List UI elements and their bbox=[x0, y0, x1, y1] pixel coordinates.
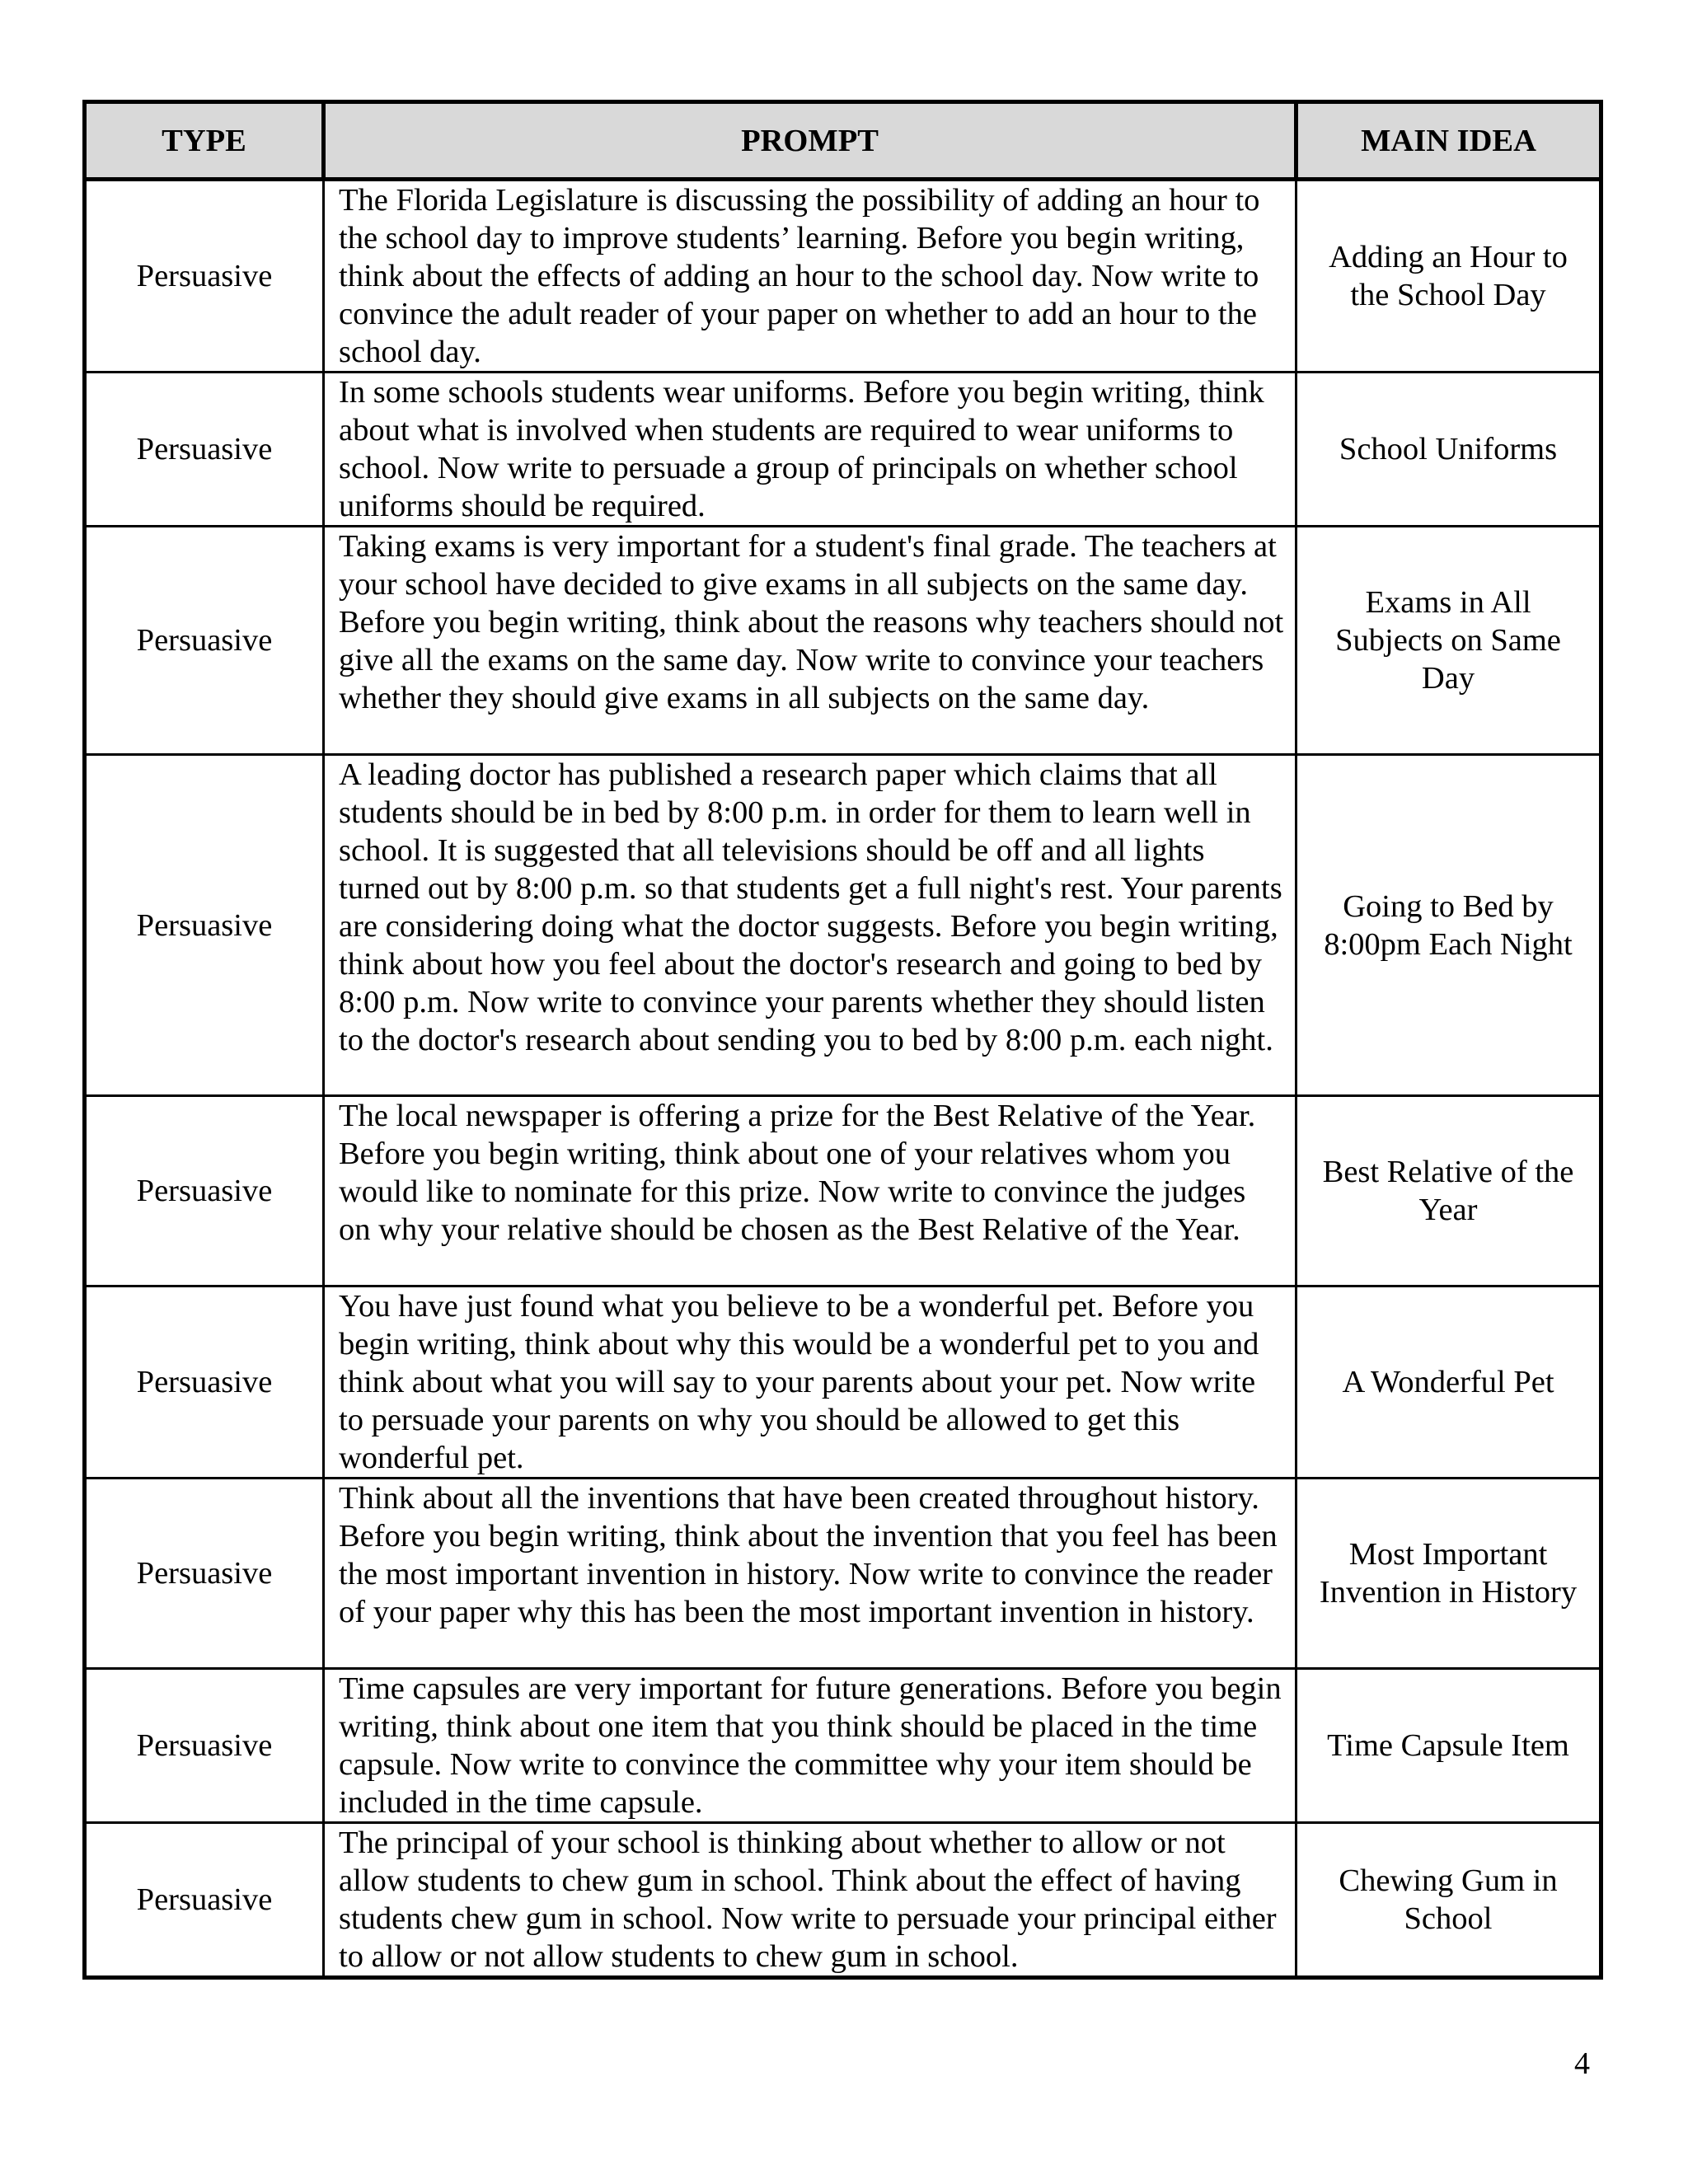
prompt-cell: Think about all the inventions that have been created throughout history. Before you begin writing, think about the invention that you feel has been the most important invention in history. Now write to convince the reader of your paper why this has been the most important invention in history. bbox=[324, 1479, 1296, 1669]
header-prompt: PROMPT bbox=[324, 102, 1296, 180]
type-cell: Persuasive bbox=[85, 1823, 324, 1978]
writing-prompts-table bbox=[82, 100, 1603, 1980]
prompt-cell: Taking exams is very important for a student's final grade. The teachers at your school have decided to give exams in all subjects on the same day. Before you begin writing, think about the reasons why teachers should not give all the exams on the same day. Now write to convince your teachers whether they should give exams in all subjects on the same day. bbox=[324, 527, 1296, 755]
table-row bbox=[85, 1669, 1601, 1823]
prompt-cell: You have just found what you believe to be a wonderful pet. Before you begin writing, think about why this would be a wonderful pet to you and think about what you will say to your parents about your pet. Now write to persuade your parents on why you should be allowed to get this wonderful pet. bbox=[324, 1286, 1296, 1479]
prompt-cell: Time capsules are very important for future generations. Before you begin writing, think about one item that you think should be placed in the time capsule. Now write to convince the committee why your item should be included in the time capsule. bbox=[324, 1669, 1296, 1823]
main-idea-cell: A Wonderful Pet bbox=[1296, 1286, 1601, 1479]
type-cell: Persuasive bbox=[85, 1096, 324, 1286]
table-row bbox=[85, 1823, 1601, 1978]
table-row bbox=[85, 180, 1601, 373]
table-row bbox=[85, 1096, 1601, 1286]
page-number: 4 bbox=[1574, 2046, 1590, 2081]
main-idea-cell: School Uniforms bbox=[1296, 373, 1601, 527]
type-cell: Persuasive bbox=[85, 527, 324, 755]
prompt-cell: The principal of your school is thinking about whether to allow or not allow students to chew gum in school. Think about the effect of having students chew gum in school. Now write to persuade your principal either to allow or not allow students to chew gum in school. bbox=[324, 1823, 1296, 1978]
main-idea-cell: Time Capsule Item bbox=[1296, 1669, 1601, 1823]
type-cell: Persuasive bbox=[85, 755, 324, 1096]
main-idea-cell: Best Relative of the Year bbox=[1296, 1096, 1601, 1286]
table-row bbox=[85, 527, 1601, 755]
main-idea-cell: Chewing Gum in School bbox=[1296, 1823, 1601, 1978]
main-idea-cell: Most Important Invention in History bbox=[1296, 1479, 1601, 1669]
table-row bbox=[85, 1286, 1601, 1479]
prompt-cell: In some schools students wear uniforms. Before you begin writing, think about what is involved when students are required to wear uniforms to school. Now write to persuade a group of principals on whether school uniforms should be required. bbox=[324, 373, 1296, 527]
type-cell: Persuasive bbox=[85, 1286, 324, 1479]
table-body bbox=[85, 180, 1601, 1978]
main-idea-cell: Adding an Hour to the School Day bbox=[1296, 180, 1601, 373]
header-type: TYPE bbox=[85, 102, 324, 180]
header-row bbox=[85, 102, 1601, 180]
prompt-cell: A leading doctor has published a research paper which claims that all students should be in bed by 8:00 p.m. in order for them to learn well in school. It is suggested that all televisions should be off and all lights turned out by 8:00 p.m. so that students get a full night's rest. Your parents are considering doing what the doctor suggests. Before you begin writing, think about how you feel about the doctor's research and going to bed by 8:00 p.m. Now write to convince your parents whether they should listen to the doctor's research about sending you to bed by 8:00 p.m. each night. bbox=[324, 755, 1296, 1096]
table-header bbox=[85, 102, 1601, 180]
main-idea-cell: Going to Bed by 8:00pm Each Night bbox=[1296, 755, 1601, 1096]
table-row bbox=[85, 1479, 1601, 1669]
prompt-cell: The local newspaper is offering a prize for the Best Relative of the Year. Before you begin writing, think about one of your relatives whom you would like to nominate for this prize. Now write to convince the judges on why your relative should be chosen as the Best Relative of the Year. bbox=[324, 1096, 1296, 1286]
prompt-cell: The Florida Legislature is discussing the possibility of adding an hour to the school day to improve students’ learning. Before you begin writing, think about the effects of adding an hour to the school day. Now write to convince the adult reader of your paper on whether to add an hour to the school day. bbox=[324, 180, 1296, 373]
header-main-idea: MAIN IDEA bbox=[1296, 102, 1601, 180]
type-cell: Persuasive bbox=[85, 1479, 324, 1669]
type-cell: Persuasive bbox=[85, 180, 324, 373]
main-idea-cell: Exams in All Subjects on Same Day bbox=[1296, 527, 1601, 755]
type-cell: Persuasive bbox=[85, 373, 324, 527]
table-row bbox=[85, 373, 1601, 527]
table-row bbox=[85, 755, 1601, 1096]
type-cell: Persuasive bbox=[85, 1669, 324, 1823]
